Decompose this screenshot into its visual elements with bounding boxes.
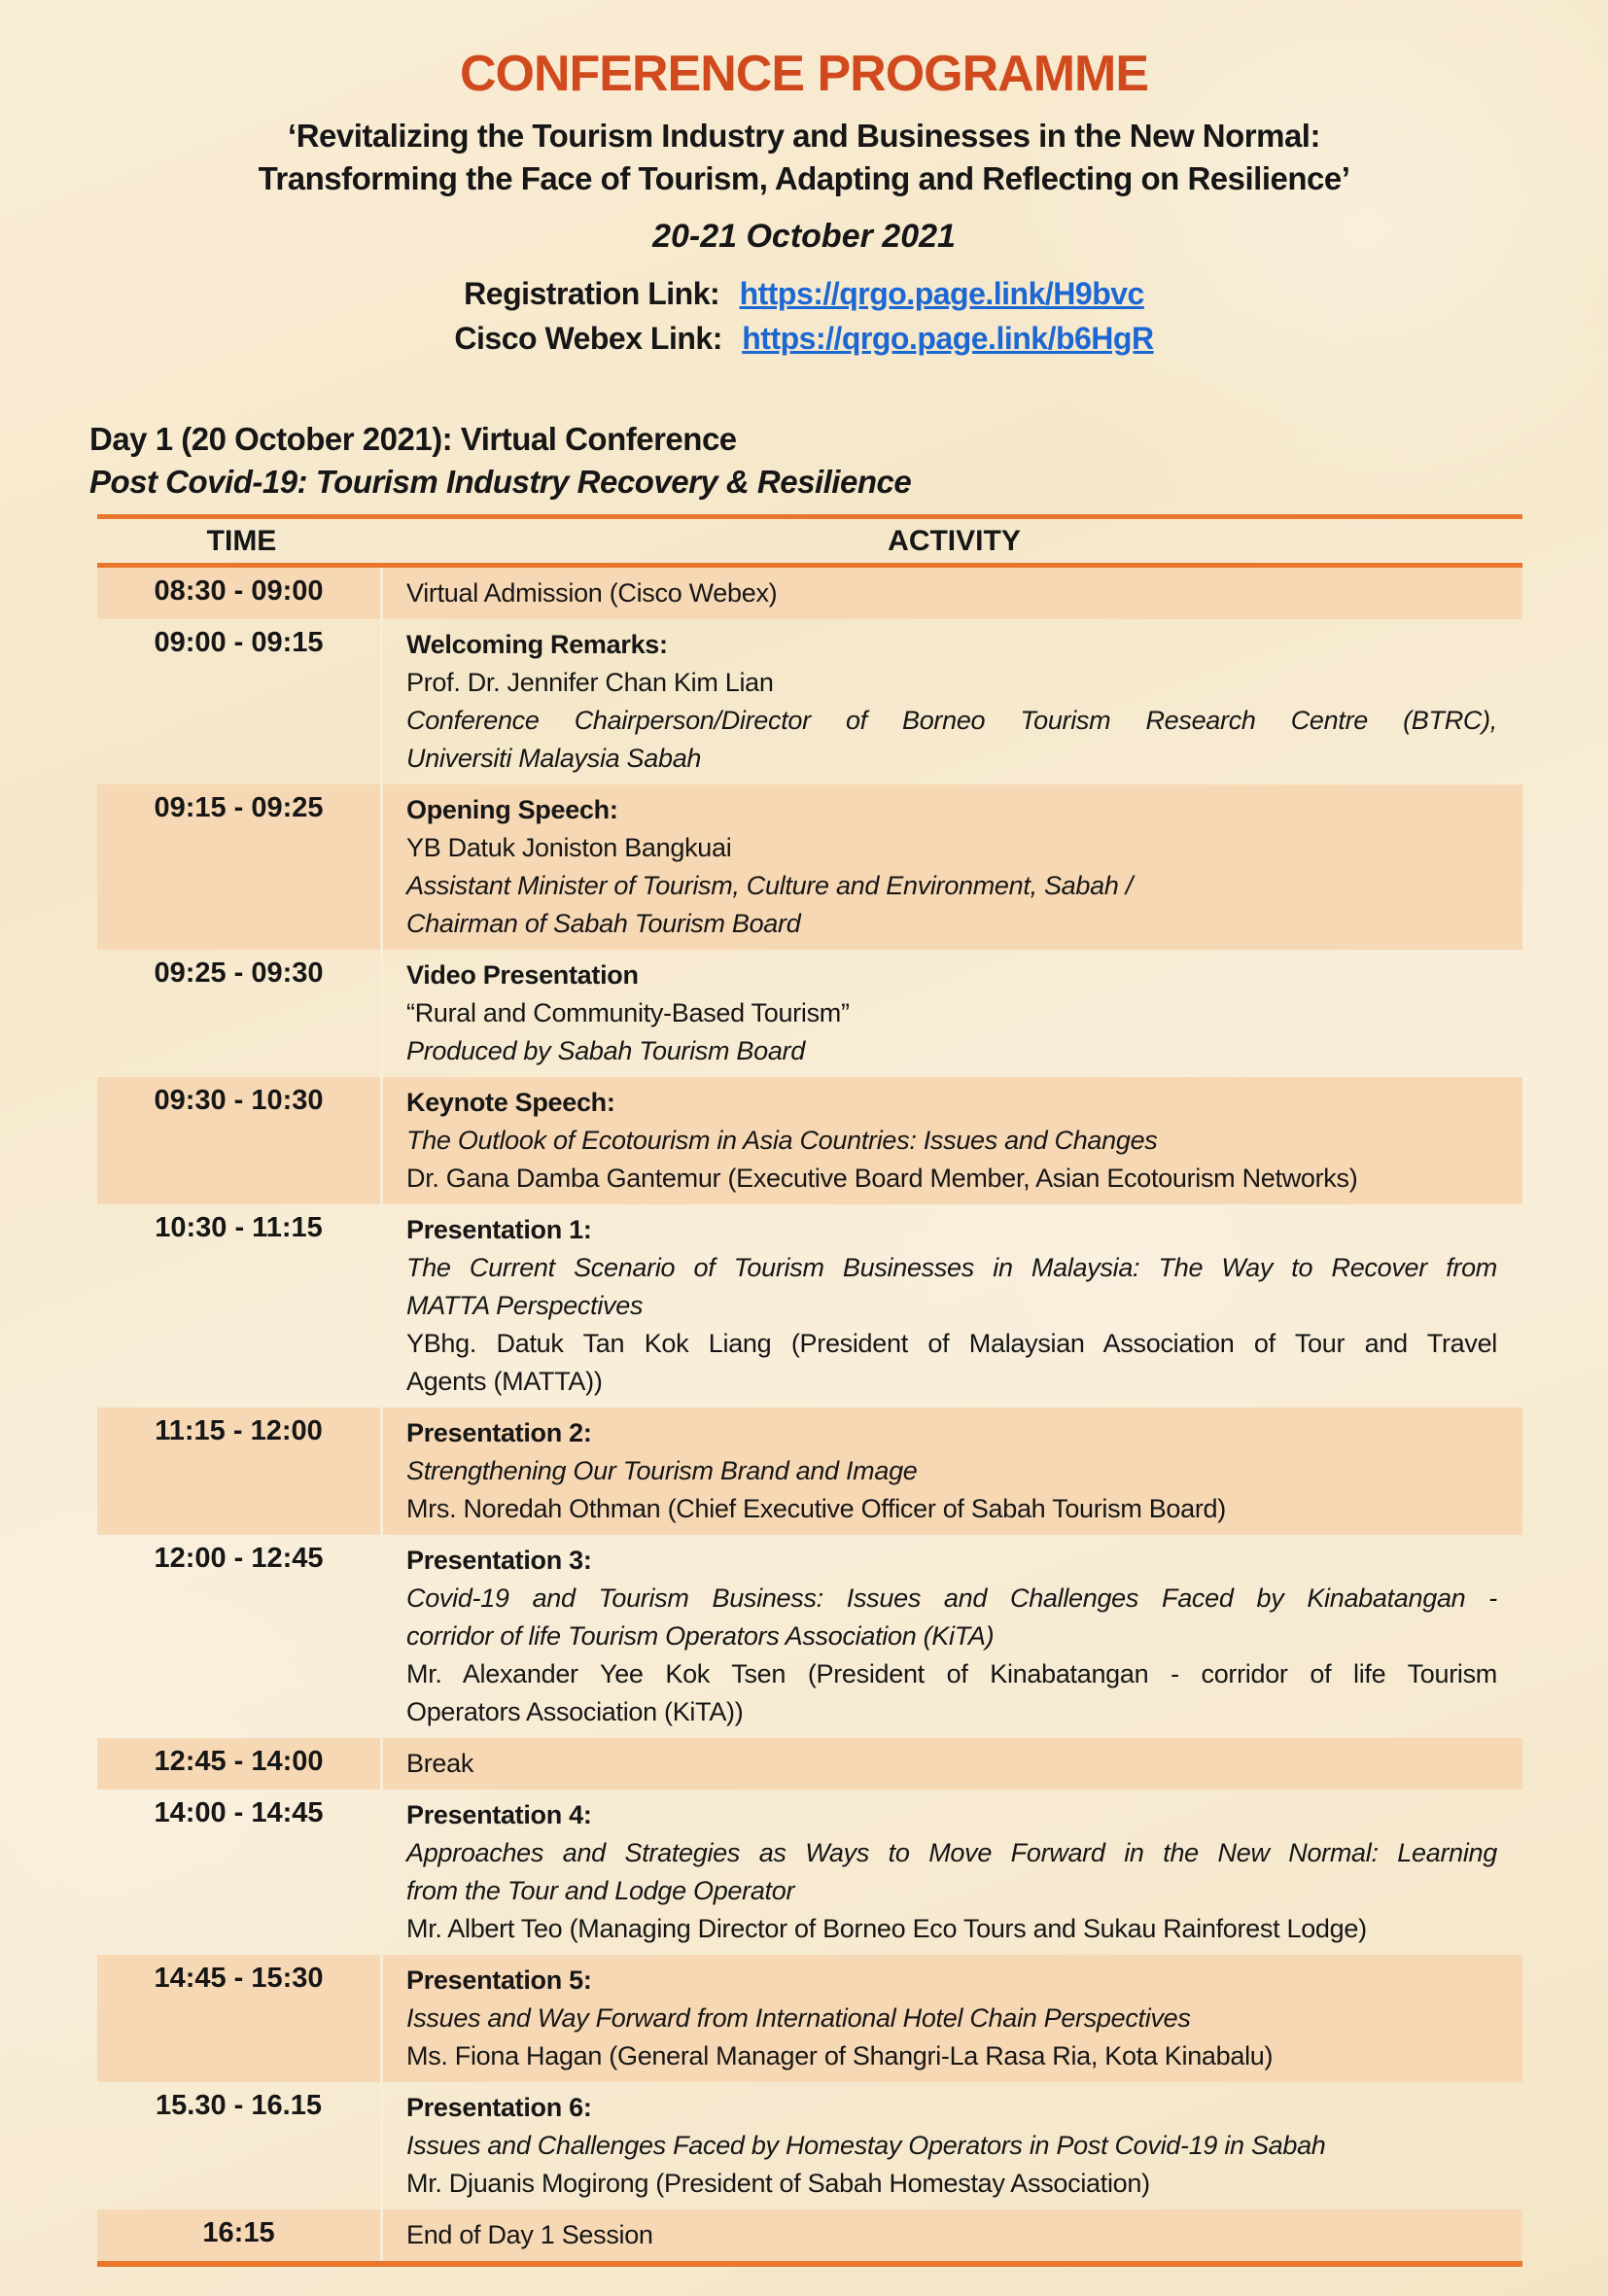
schedule-row (97, 1077, 1522, 1204)
webex-link-label: Cisco Webex Link: (454, 321, 722, 356)
day1-schedule-table (97, 514, 1522, 2267)
activity-line: Keynote Speech: (406, 1088, 615, 1117)
conference-dates: 20-21 October 2021 (652, 218, 956, 255)
time-cell: 08:30 - 09:00 (97, 568, 383, 619)
activity-cell (383, 1408, 1522, 1535)
activity-line: Agents (MATTA)) (406, 1367, 603, 1396)
time-cell: 10:30 - 11:15 (97, 1204, 383, 1408)
schedule-row (97, 784, 1522, 950)
time-cell: 12:45 - 14:00 (97, 1738, 383, 1790)
activity-line: Chairman of Sabah Tourism Board (406, 909, 801, 938)
schedule-row (97, 1204, 1522, 1408)
activity-line: Operators Association (KiTA)) (406, 1697, 744, 1726)
day1-subheading: Post Covid-19: Tourism Industry Recovery & Resilience (89, 464, 912, 500)
activity-line: Universiti Malaysia Sabah (406, 744, 702, 773)
time-cell: 09:25 - 09:30 (97, 950, 383, 1077)
time-cell: 14:45 - 15:30 (97, 1955, 383, 2082)
activity-line: from the Tour and Lodge Operator (406, 1876, 795, 1905)
activity-line: “Rural and Community-Based Tourism” (406, 998, 850, 1027)
schedule-row (97, 950, 1522, 1077)
activity-line: Mr. Alexander Yee Kok Tsen (President of Kinabatangan - corridor of life Tourism (406, 1659, 1497, 1688)
schedule-row (97, 2082, 1522, 2209)
page-title: CONFERENCE PROGRAMME (459, 46, 1149, 102)
activity-line: Opening Speech: (406, 795, 618, 824)
activity-line: Break (406, 1749, 474, 1778)
column-header-activity: ACTIVITY (888, 525, 1021, 557)
activity-cell (383, 1077, 1522, 1204)
time-cell: 09:00 - 09:15 (97, 619, 383, 784)
schedule-row (97, 619, 1522, 784)
activity-line: Dr. Gana Damba Gantemur (Executive Board Member, Asian Ecotourism Networks) (406, 1164, 1358, 1193)
schedule-row (97, 2209, 1522, 2261)
time-cell: 09:30 - 10:30 (97, 1077, 383, 1204)
activity-line: YB Datuk Joniston Bangkuai (406, 833, 732, 862)
activity-line: MATTA Perspectives (406, 1291, 644, 1320)
activity-line: corridor of life Tourism Operators Association (KiTA) (406, 1621, 995, 1651)
activity-cell (383, 1790, 1522, 1955)
time-cell: 12:00 - 12:45 (97, 1535, 383, 1738)
schedule-row (97, 1955, 1522, 2082)
activity-cell (383, 950, 1522, 1077)
schedule-row (97, 568, 1522, 619)
webex-link-row (0, 316, 1608, 361)
activity-line: Presentation 1: (406, 1215, 592, 1244)
activity-line: Video Presentation (406, 960, 639, 990)
activity-line: The Current Scenario of Tourism Businesses in Malaysia: The Way to Recover from (406, 1253, 1497, 1282)
activity-cell (383, 1955, 1522, 2082)
activity-line: End of Day 1 Session (406, 2220, 653, 2249)
activity-line: Presentation 3: (406, 1546, 592, 1575)
activity-line: Approaches and Strategies as Ways to Move Forward in the New Normal: Learning (406, 1838, 1497, 1867)
activity-line: Mrs. Noredah Othman (Chief Executive Officer of Sabah Tourism Board) (406, 1494, 1226, 1523)
activity-line: Covid-19 and Tourism Business: Issues and Challenges Faced by Kinabatangan - (406, 1583, 1497, 1613)
activity-line: Presentation 4: (406, 1800, 592, 1829)
activity-line: Prof. Dr. Jennifer Chan Kim Lian (406, 668, 774, 697)
conference-theme (0, 115, 1608, 200)
activity-cell (383, 2209, 1522, 2261)
activity-cell (383, 1535, 1522, 1738)
schedule-row (97, 1790, 1522, 1955)
registration-link-row (0, 271, 1608, 316)
activity-line: Issues and Challenges Faced by Homestay Operators in Post Covid-19 in Sabah (406, 2131, 1326, 2160)
activity-line: Assistant Minister of Tourism, Culture and Environment, Sabah / (406, 871, 1133, 900)
activity-line: Issues and Way Forward from International Hotel Chain Perspectives (406, 2003, 1191, 2033)
activity-cell (383, 1738, 1522, 1790)
activity-line: Welcoming Remarks: (406, 630, 668, 659)
activity-line: Presentation 6: (406, 2093, 592, 2122)
activity-line: Conference Chairperson/Director of Borneo Tourism Research Centre (BTRC), (406, 706, 1497, 735)
theme-line-1: ‘Revitalizing the Tourism Industry and Businesses in the New Normal: (288, 118, 1320, 154)
activity-line: Strengthening Our Tourism Brand and Image (406, 1456, 918, 1485)
activity-cell (383, 568, 1522, 619)
theme-line-2: Transforming the Face of Tourism, Adapting and Reflecting on Resilience’ (258, 160, 1350, 196)
schedule-row (97, 1408, 1522, 1535)
time-cell: 16:15 (97, 2209, 383, 2261)
activity-line: Presentation 5: (406, 1966, 592, 1995)
time-cell: 11:15 - 12:00 (97, 1408, 383, 1535)
activity-line: Mr. Albert Teo (Managing Director of Borneo Eco Tours and Sukau Rainforest Lodge) (406, 1914, 1367, 1943)
time-cell: 14:00 - 14:45 (97, 1790, 383, 1955)
time-cell: 09:15 - 09:25 (97, 784, 383, 950)
activity-line: Produced by Sabah Tourism Board (406, 1036, 805, 1065)
activity-line: Virtual Admission (Cisco Webex) (406, 578, 778, 608)
column-header-time: TIME (206, 525, 277, 557)
activity-cell (383, 2082, 1522, 2209)
activity-line: Ms. Fiona Hagan (General Manager of Shangri-La Rasa Ria, Kota Kinabalu) (406, 2041, 1274, 2070)
activity-cell (383, 784, 1522, 950)
table-bottom-rule (97, 2261, 1522, 2267)
links-block (0, 271, 1608, 361)
webex-link[interactable]: https://qrgo.page.link/b6HgR (742, 321, 1154, 356)
activity-cell (383, 1204, 1522, 1408)
activity-line: Mr. Djuanis Mogirong (President of Sabah Homestay Association) (406, 2169, 1150, 2198)
registration-link[interactable]: https://qrgo.page.link/H9bvc (739, 276, 1144, 311)
schedule-row (97, 1535, 1522, 1738)
table-body (97, 568, 1522, 2261)
activity-cell (383, 619, 1522, 784)
activity-line: YBhg. Datuk Tan Kok Liang (President of Malaysian Association of Tour and Travel (406, 1329, 1497, 1358)
registration-link-label: Registration Link: (464, 276, 720, 311)
time-cell: 15.30 - 16.15 (97, 2082, 383, 2209)
table-header-row (97, 519, 1522, 563)
day1-heading: Day 1 (20 October 2021): Virtual Conference (89, 421, 737, 457)
activity-line: Presentation 2: (406, 1418, 592, 1447)
schedule-row (97, 1738, 1522, 1790)
activity-line: The Outlook of Ecotourism in Asia Countries: Issues and Changes (406, 1126, 1158, 1155)
